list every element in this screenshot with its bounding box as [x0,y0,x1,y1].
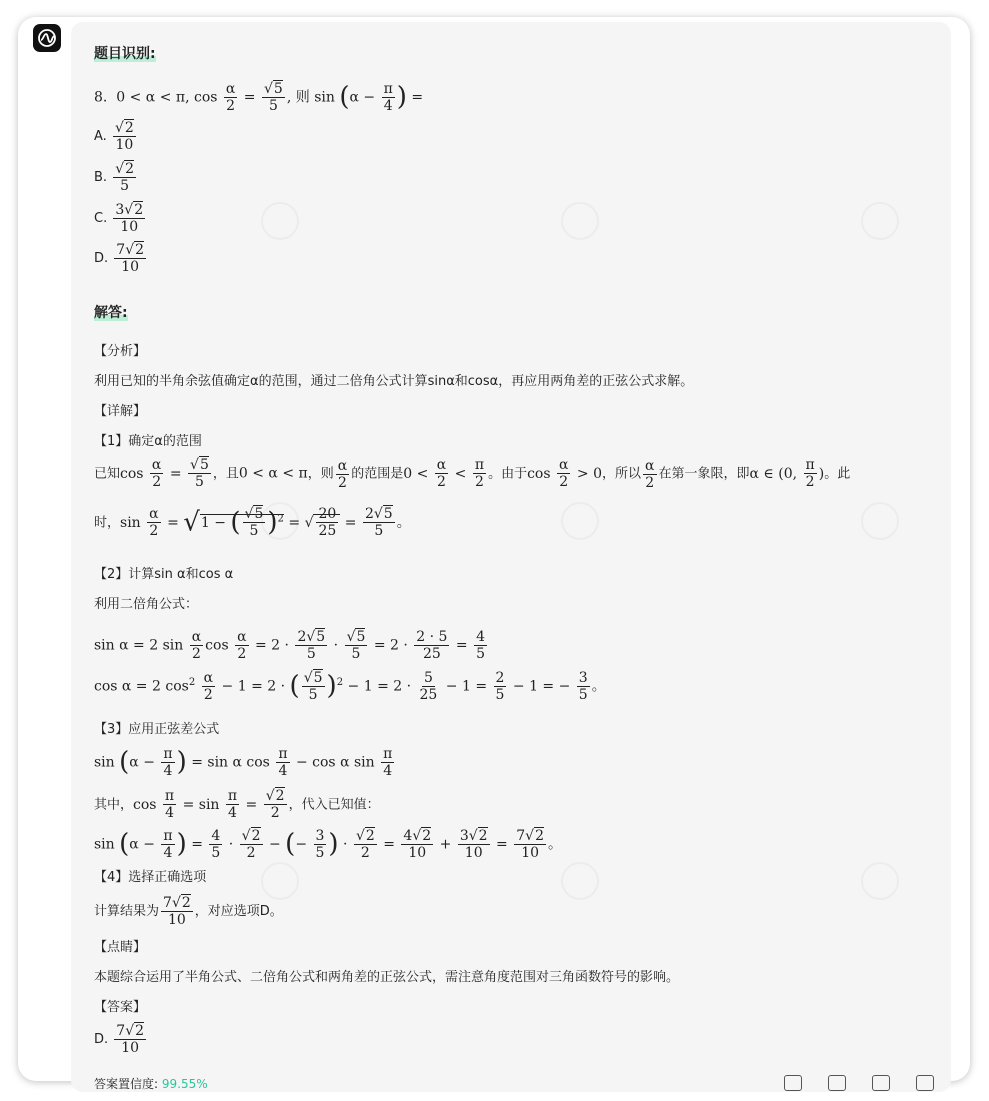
step1-line2: 时，sin $\frac{\alpha}{2}$ = √1 − ( $\frac{√5}{5}$ )$^2$ = √ $\frac{20}{25}$ = $\frac{2√5}{5}$ 。 [94,505,411,540]
confidence-label: 答案置信度: [94,1077,159,1091]
watermark-icon [861,862,899,900]
like-icon[interactable] [828,1075,846,1091]
watermark-icon [561,202,599,240]
confidence-value: 99.55% [161,1077,208,1091]
sin-alpha-formula: sin α = 2 sin $\frac{\alpha}{2}$ cos $\frac{\alpha}{2}$ = 2 · $\frac{2√5}{5}$ · $\frac{√5}{5}$ = 2 · $\frac{2 \cdot 5}{25}$ = $\frac{4}{5}$ [94,629,486,663]
share-icon[interactable] [916,1075,934,1091]
step4-title: 【4】选择正确选项 [94,870,207,885]
step2-intro: 利用二倍角公式： [94,597,199,612]
step1-line1: 已知cos $\frac{\alpha}{2}$ = $\frac{√5}{5}$ ，且0 < α < π，则 $\frac{\alpha}{2}$ 的范围是0 < $\frac{\alpha}{2}$ < $\frac{\pi}{2}$ 。由于cos $\frac{\alpha}{2}$ > 0，所以 $\frac{\alpha}{2}$ 在第一象限，即α ∈ (0, $\frac{\pi}{2}$ )。此 [94,457,851,491]
watermark-icon [561,862,599,900]
analysis-tag: 【分析】 [94,344,147,359]
app-window [18,17,970,1091]
watermark-icon [861,202,899,240]
question-header: 题目识别: [94,46,156,62]
remark-text: 本题综合运用了半角公式、二倍角公式和两角差的正弦公式，需注意角度范围对三角函数符号的影响。 [94,970,680,985]
save-icon[interactable] [872,1075,890,1091]
step3-title: 【3】应用正弦差公式 [94,722,220,737]
step1-title: 【1】确定α的范围 [94,434,202,449]
final-answer: D. $\frac{7√2}{10}$ [94,1023,145,1057]
watermark-icon [261,202,299,240]
detail-tag: 【详解】 [94,404,147,419]
option-b[interactable]: B. $\frac{√2}{5}$ [94,161,135,195]
option-a[interactable]: A. $\frac{√2}{10}$ [94,120,134,154]
copy-icon[interactable] [784,1075,802,1091]
cos-alpha-formula: cos α = 2 $\cos^2$ $\frac{\alpha}{2}$ − 1 = 2 · ( $\frac{√5}{5}$ )$^2$ − 1 = 2 · $\frac{5}{25}$ − 1 = $\frac{2}{5}$ − 1 = − $\frac{3}{5}$ 。 [94,669,606,704]
option-d[interactable]: D. $\frac{7√2}{10}$ [94,242,145,276]
final-answer-tag: 【答案】 [94,1000,147,1015]
step2-title: 【2】计算sin α和cos α [94,567,234,582]
step4-text: 计算结果为 $\frac{7√2}{10}$ ，对应选项D。 [94,895,283,929]
option-c[interactable]: C. $\frac{3√2}{10}$ [94,202,144,236]
analysis-text: 利用已知的半角余弦值确定α的范围，通过二倍角公式计算sinα和cosα，再应用两角差的正弦公式求解。 [94,374,694,389]
remark-tag: 【点睛】 [94,940,147,955]
difference-formula: sin (α − $\frac{\pi}{4}$ ) = sin α cos $\frac{\pi}{4}$ − cos α sin $\frac{\pi}{4}$ [94,745,393,780]
footer-bar [94,1075,934,1091]
substitution-formula: sin (α − $\frac{\pi}{4}$ ) = $\frac{4}{5}$ · $\frac{√2}{2}$ − (− $\frac{3}{5}$ ) · $\frac{√2}{2}$ = $\frac{4√2}{10}$ + $\frac{3√2}{10}$ = $\frac{7√2}{10}$ 。 [94,827,562,862]
step3-where: 其中，cos $\frac{\pi}{4}$ = sin $\frac{\pi}{4}$ = $\frac{√2}{2}$ ，代入已知值： [94,788,380,822]
question-stem: 8. 0 < α < π, cos $\frac{\alpha}{2}$ = $\frac{√5}{5}$ , 则 sin (α − $\frac{\pi}{4}$ ) = [94,80,424,115]
answer-panel [71,22,951,1092]
watermark-icon [561,502,599,540]
watermark-icon [861,502,899,540]
answer-header: 解答: [94,305,128,321]
app-logo-icon [33,24,61,52]
